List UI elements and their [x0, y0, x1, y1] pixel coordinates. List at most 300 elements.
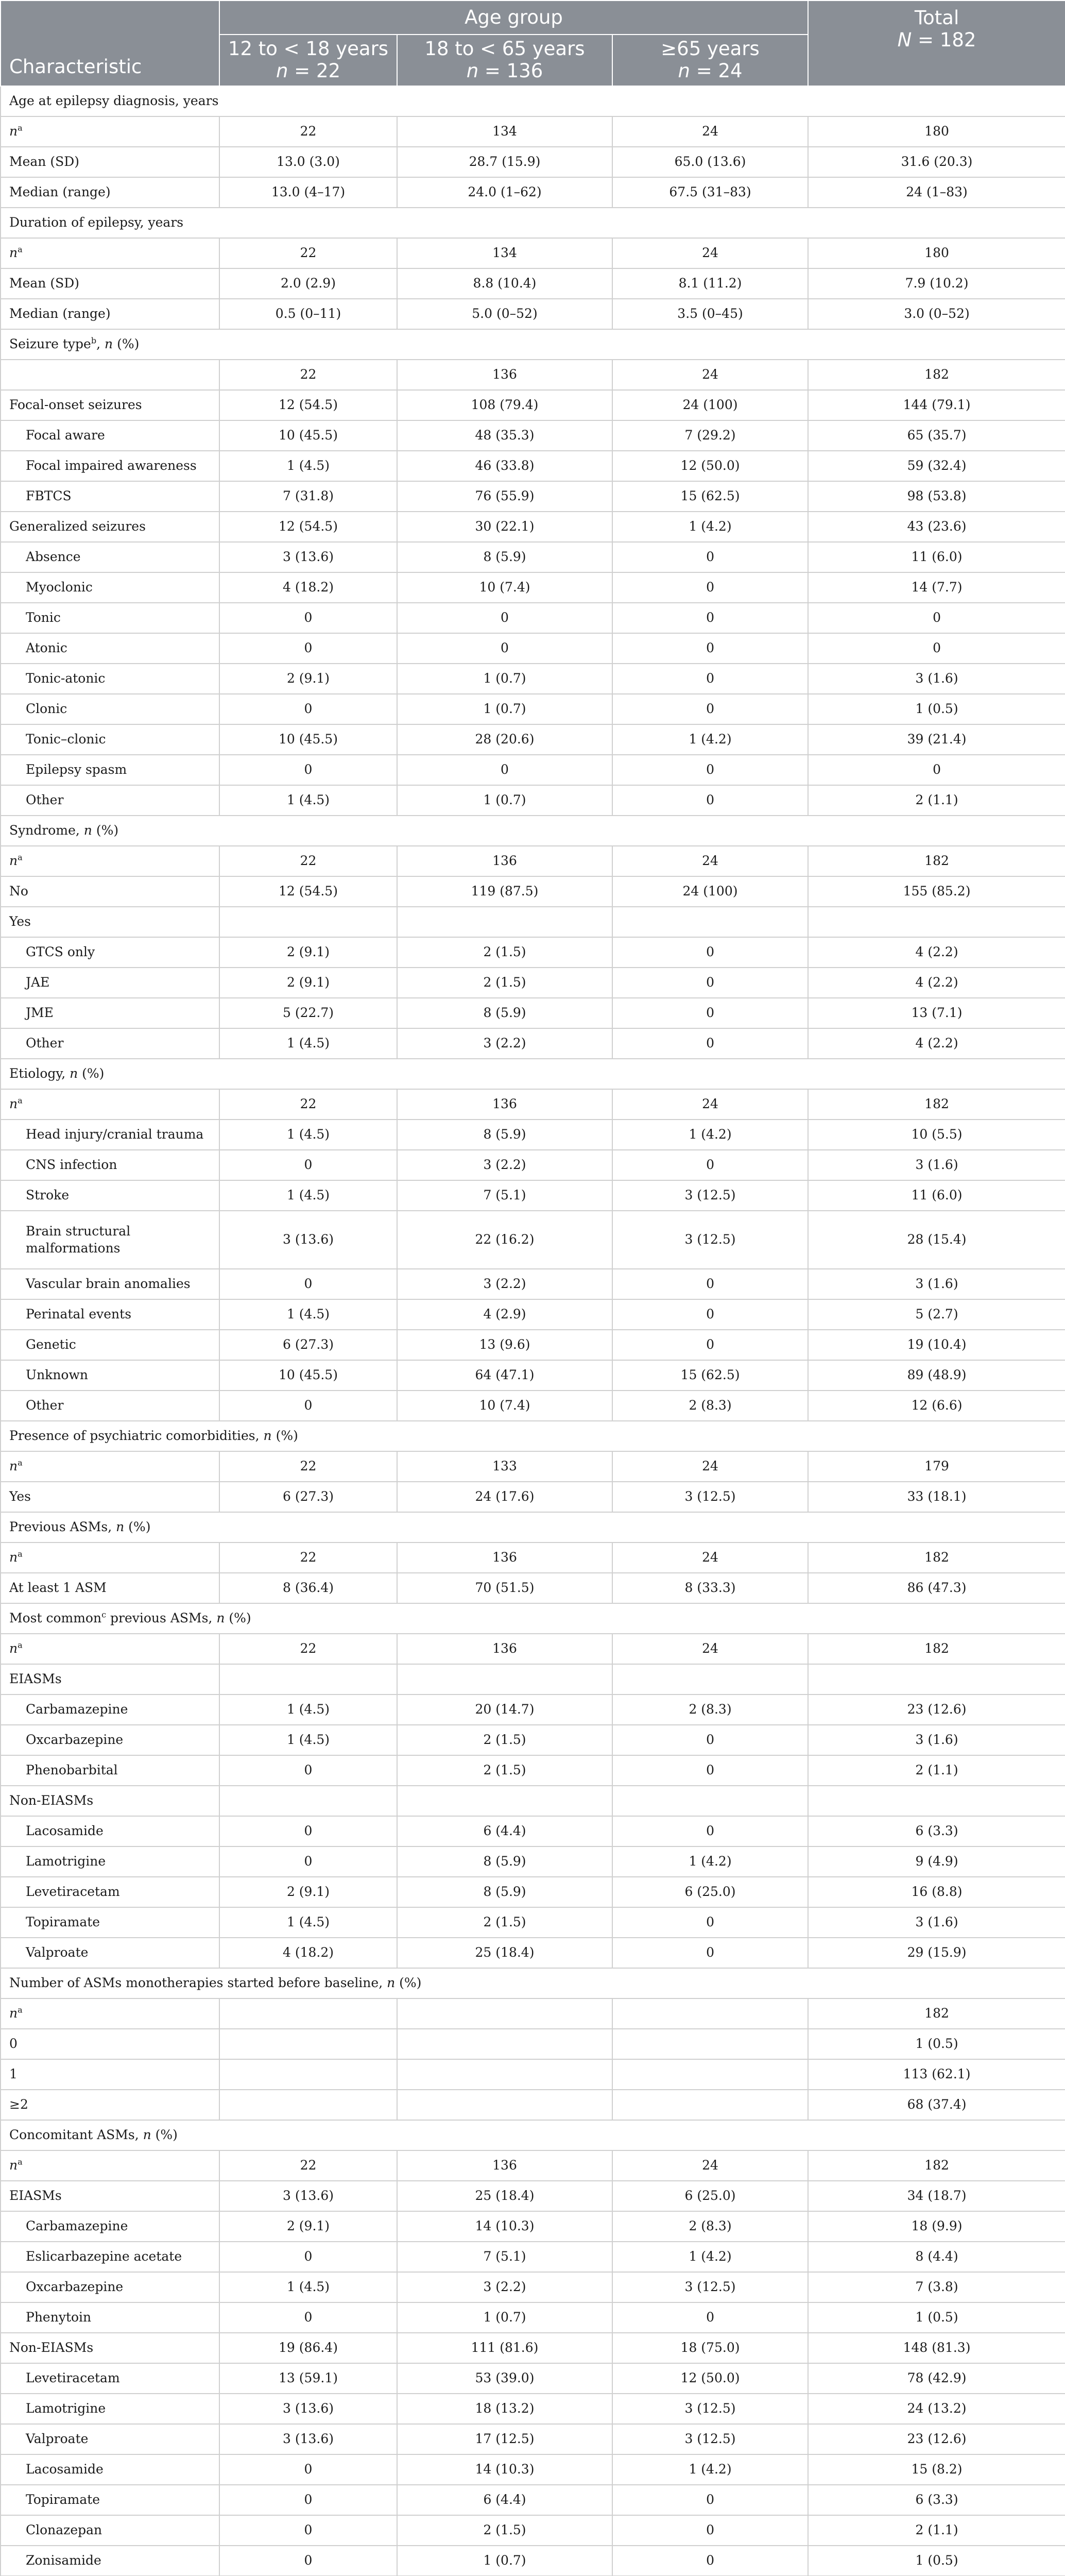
- row-label: Valproate: [1, 1938, 219, 1968]
- cell-65-plus: 3 (12.5): [612, 2394, 808, 2424]
- cell-65-plus: 6 (25.0): [612, 1877, 808, 1907]
- table-row: [1, 299, 1065, 329]
- row-label: $n^a$: [1, 1634, 219, 1664]
- cell-18-65: 64 (47.1): [397, 1360, 612, 1391]
- table-row: [1, 2424, 1065, 2454]
- cell-total: 179: [808, 1451, 1065, 1482]
- table-row: [1, 1269, 1065, 1299]
- cell-total: 3 (1.6): [808, 1269, 1065, 1299]
- cell-65-plus: 24: [612, 1451, 808, 1482]
- cell-18-65: 20 (14.7): [397, 1694, 612, 1725]
- cell-65-plus: [612, 907, 808, 937]
- cell-65-plus: 24: [612, 1089, 808, 1120]
- cell-18-65: [397, 2090, 612, 2120]
- cell-12-18: 22: [219, 116, 397, 147]
- header-col-18-65-n: n = 136: [466, 60, 543, 82]
- row-label: Carbamazepine: [1, 2211, 219, 2242]
- cell-18-65: 46 (33.8): [397, 451, 612, 481]
- row-label: Unknown: [1, 1360, 219, 1391]
- table-row: [1, 755, 1065, 785]
- cell-18-65: 3 (2.2): [397, 1150, 612, 1180]
- cell-65-plus: 0: [612, 1330, 808, 1360]
- cell-12-18: [219, 1998, 397, 2029]
- table-row: [1, 542, 1065, 572]
- cell-12-18: 1 (4.5): [219, 1120, 397, 1150]
- cell-65-plus: 8.1 (11.2): [612, 268, 808, 299]
- table-row: [1, 2302, 1065, 2333]
- cell-12-18: 10 (45.5): [219, 1360, 397, 1391]
- cell-total: 23 (12.6): [808, 1694, 1065, 1725]
- cell-18-65: [397, 907, 612, 937]
- cell-12-18: 6 (27.3): [219, 1482, 397, 1512]
- row-label: Head injury/cranial trauma: [1, 1120, 219, 1150]
- row-label: $n^a$: [1, 116, 219, 147]
- cell-12-18: 0: [219, 1816, 397, 1846]
- cell-65-plus: 0: [612, 785, 808, 816]
- cell-12-18: 6 (27.3): [219, 1330, 397, 1360]
- table-row: [1, 1816, 1065, 1846]
- cell-18-65: 8 (5.9): [397, 542, 612, 572]
- cell-total: 182: [808, 846, 1065, 876]
- cell-12-18: 0: [219, 633, 397, 664]
- cell-total: 2 (1.1): [808, 1755, 1065, 1786]
- header-col-12-18: [219, 35, 397, 86]
- cell-total: 182: [808, 1634, 1065, 1664]
- cell-12-18: 2 (9.1): [219, 968, 397, 998]
- cell-18-65: 17 (12.5): [397, 2424, 612, 2454]
- table-row: [1, 1360, 1065, 1391]
- header-col-18-65: [397, 35, 612, 86]
- cell-65-plus: 67.5 (31–83): [612, 177, 808, 208]
- row-label: 0: [1, 2029, 219, 2059]
- row-label: Tonic: [1, 603, 219, 633]
- cell-total: 4 (2.2): [808, 1028, 1065, 1059]
- cell-12-18: 1 (4.5): [219, 451, 397, 481]
- cell-65-plus: 0: [612, 1907, 808, 1938]
- row-label: $n^a$: [1, 238, 219, 268]
- section-label: Duration of epilepsy, years: [1, 208, 1065, 238]
- section-label: Syndrome, n (%): [1, 816, 1065, 846]
- cell-12-18: 0: [219, 1846, 397, 1877]
- cell-18-65: [397, 1664, 612, 1694]
- cell-18-65: 13 (9.6): [397, 1330, 612, 1360]
- row-label: FBTCS: [1, 481, 219, 512]
- cell-12-18: 22: [219, 238, 397, 268]
- cell-18-65: 25 (18.4): [397, 2181, 612, 2211]
- cell-18-65: 70 (51.5): [397, 1573, 612, 1603]
- section-row: [1, 1059, 1065, 1089]
- cell-12-18: 3 (13.6): [219, 2181, 397, 2211]
- row-label: Topiramate: [1, 1907, 219, 1938]
- cell-65-plus: 1 (4.2): [612, 1846, 808, 1877]
- row-label: Mean (SD): [1, 147, 219, 177]
- cell-65-plus: 24: [612, 238, 808, 268]
- table-row: [1, 785, 1065, 816]
- cell-total: 0: [808, 633, 1065, 664]
- section-label: Age at epilepsy diagnosis, years: [1, 86, 1065, 116]
- row-label: $n^a$: [1, 1543, 219, 1573]
- row-label: [1, 360, 219, 390]
- table-row: [1, 603, 1065, 633]
- cell-65-plus: 18 (75.0): [612, 2333, 808, 2363]
- row-label: 1: [1, 2059, 219, 2090]
- row-label: $n^a$: [1, 846, 219, 876]
- cell-12-18: 13.0 (3.0): [219, 147, 397, 177]
- cell-65-plus: 0: [612, 2546, 808, 2576]
- cell-18-65: 3 (2.2): [397, 2272, 612, 2302]
- row-label: $n^a$: [1, 1451, 219, 1482]
- cell-18-65: 136: [397, 1634, 612, 1664]
- cell-12-18: 1 (4.5): [219, 1180, 397, 1211]
- cell-12-18: 22: [219, 1543, 397, 1573]
- cell-65-plus: 24: [612, 116, 808, 147]
- cell-12-18: 12 (54.5): [219, 390, 397, 420]
- cell-65-plus: 0: [612, 1938, 808, 1968]
- section-row: [1, 1421, 1065, 1451]
- cell-18-65: 7 (5.1): [397, 1180, 612, 1211]
- cell-65-plus: 24: [612, 1543, 808, 1573]
- row-label: Focal-onset seizures: [1, 390, 219, 420]
- cell-18-65: 7 (5.1): [397, 2242, 612, 2272]
- row-label: Lacosamide: [1, 1816, 219, 1846]
- cell-12-18: 0: [219, 755, 397, 785]
- cell-12-18: [219, 2029, 397, 2059]
- table-row: [1, 1180, 1065, 1211]
- cell-12-18: 22: [219, 846, 397, 876]
- row-label: No: [1, 876, 219, 907]
- cell-total: 24 (1–83): [808, 177, 1065, 208]
- table-row: [1, 1786, 1065, 1816]
- header-age-group: Age group: [219, 1, 808, 35]
- cell-12-18: 22: [219, 2150, 397, 2181]
- cell-12-18: 0: [219, 1150, 397, 1180]
- table-row: [1, 2333, 1065, 2363]
- cell-18-65: 136: [397, 360, 612, 390]
- cell-18-65: 14 (10.3): [397, 2454, 612, 2485]
- cell-12-18: [219, 907, 397, 937]
- cell-18-65: [397, 2029, 612, 2059]
- cell-65-plus: 65.0 (13.6): [612, 147, 808, 177]
- table-row: [1, 2546, 1065, 2576]
- cell-total: 113 (62.1): [808, 2059, 1065, 2090]
- cell-total: 4 (2.2): [808, 937, 1065, 968]
- cell-18-65: 1 (0.7): [397, 2546, 612, 2576]
- cell-total: 6 (3.3): [808, 2485, 1065, 2515]
- row-label: Other: [1, 785, 219, 816]
- cell-65-plus: 0: [612, 937, 808, 968]
- cell-total: 6 (3.3): [808, 1816, 1065, 1846]
- cell-18-65: 5.0 (0–52): [397, 299, 612, 329]
- cell-total: 1 (0.5): [808, 694, 1065, 724]
- table-row: [1, 846, 1065, 876]
- cell-total: 3 (1.6): [808, 1725, 1065, 1755]
- cell-18-65: 18 (13.2): [397, 2394, 612, 2424]
- cell-65-plus: 0: [612, 633, 808, 664]
- row-label: Tonic–clonic: [1, 724, 219, 755]
- table-row: [1, 2515, 1065, 2546]
- cell-65-plus: 0: [612, 603, 808, 633]
- section-row: [1, 208, 1065, 238]
- cell-12-18: [219, 1664, 397, 1694]
- row-label: JME: [1, 998, 219, 1028]
- section-label: Previous ASMs, n (%): [1, 1512, 1065, 1543]
- row-label: GTCS only: [1, 937, 219, 968]
- cell-total: 28 (15.4): [808, 1211, 1065, 1269]
- cell-65-plus: 0: [612, 542, 808, 572]
- cell-12-18: 3 (13.6): [219, 2394, 397, 2424]
- cell-total: 29 (15.9): [808, 1938, 1065, 1968]
- cell-total: 39 (21.4): [808, 724, 1065, 755]
- cell-18-65: 134: [397, 238, 612, 268]
- cell-18-65: 8 (5.9): [397, 1846, 612, 1877]
- cell-65-plus: 1 (4.2): [612, 2454, 808, 2485]
- table-body: [1, 86, 1065, 2576]
- section-row: [1, 2120, 1065, 2150]
- cell-12-18: 0: [219, 2546, 397, 2576]
- cell-total: 7 (3.8): [808, 2272, 1065, 2302]
- cell-12-18: 0: [219, 603, 397, 633]
- header-col-12-18-range: 12 to < 18 years: [228, 38, 389, 60]
- cell-total: 144 (79.1): [808, 390, 1065, 420]
- cell-12-18: 1 (4.5): [219, 1028, 397, 1059]
- row-label: Zonisamide: [1, 2546, 219, 2576]
- cell-12-18: 1 (4.5): [219, 2272, 397, 2302]
- table-row: [1, 1694, 1065, 1725]
- cell-total: 182: [808, 1089, 1065, 1120]
- row-label: Levetiracetam: [1, 1877, 219, 1907]
- cell-65-plus: 3 (12.5): [612, 1180, 808, 1211]
- table-row: [1, 1846, 1065, 1877]
- table-row: [1, 1907, 1065, 1938]
- table-row: [1, 1482, 1065, 1512]
- cell-65-plus: 0: [612, 2515, 808, 2546]
- cell-12-18: 1 (4.5): [219, 1907, 397, 1938]
- cell-18-65: 76 (55.9): [397, 481, 612, 512]
- table-row: [1, 177, 1065, 208]
- cell-total: 1 (0.5): [808, 2029, 1065, 2059]
- table-row: [1, 998, 1065, 1028]
- cell-65-plus: [612, 1786, 808, 1816]
- table-row: [1, 1634, 1065, 1664]
- cell-18-65: 136: [397, 2150, 612, 2181]
- section-row: [1, 816, 1065, 846]
- table-row: [1, 420, 1065, 451]
- table-row: [1, 1755, 1065, 1786]
- cell-total: 1 (0.5): [808, 2302, 1065, 2333]
- cell-total: 0: [808, 603, 1065, 633]
- cell-18-65: 1 (0.7): [397, 694, 612, 724]
- cell-65-plus: 0: [612, 664, 808, 694]
- cell-12-18: 13 (59.1): [219, 2363, 397, 2394]
- table-row: [1, 1330, 1065, 1360]
- row-label: Clonic: [1, 694, 219, 724]
- cell-12-18: 3 (13.6): [219, 542, 397, 572]
- cell-12-18: 0: [219, 694, 397, 724]
- header-total-label: Total: [914, 7, 959, 29]
- row-label: Median (range): [1, 299, 219, 329]
- cell-total: 11 (6.0): [808, 542, 1065, 572]
- cell-12-18: 0: [219, 1755, 397, 1786]
- row-label: Non-EIASMs: [1, 2333, 219, 2363]
- cell-65-plus: 24 (100): [612, 876, 808, 907]
- cell-total: 65 (35.7): [808, 420, 1065, 451]
- cell-total: 34 (18.7): [808, 2181, 1065, 2211]
- cell-65-plus: 0: [612, 1755, 808, 1786]
- cell-65-plus: 2 (8.3): [612, 2211, 808, 2242]
- row-label: Topiramate: [1, 2485, 219, 2515]
- cell-12-18: [219, 2090, 397, 2120]
- cell-65-plus: 15 (62.5): [612, 481, 808, 512]
- cell-total: [808, 1664, 1065, 1694]
- cell-total: 3 (1.6): [808, 1150, 1065, 1180]
- cell-12-18: 0: [219, 2302, 397, 2333]
- cell-18-65: 24.0 (1–62): [397, 177, 612, 208]
- cell-12-18: 4 (18.2): [219, 572, 397, 603]
- row-label: $n^a$: [1, 1089, 219, 1120]
- table-row: [1, 1211, 1065, 1269]
- cell-18-65: [397, 2059, 612, 2090]
- cell-12-18: 22: [219, 360, 397, 390]
- section-label: Seizure type$^b$, n (%): [1, 329, 1065, 360]
- row-label: $n^a$: [1, 1998, 219, 2029]
- cell-18-65: 119 (87.5): [397, 876, 612, 907]
- cell-total: 11 (6.0): [808, 1180, 1065, 1211]
- header-total: [808, 1, 1065, 86]
- cell-65-plus: 0: [612, 998, 808, 1028]
- cell-65-plus: 0: [612, 1725, 808, 1755]
- cell-total: 182: [808, 360, 1065, 390]
- cell-12-18: 12 (54.5): [219, 512, 397, 542]
- table-row: [1, 2272, 1065, 2302]
- table-row: [1, 2090, 1065, 2120]
- cell-65-plus: 12 (50.0): [612, 451, 808, 481]
- table-row: [1, 1391, 1065, 1421]
- cell-12-18: 1 (4.5): [219, 1694, 397, 1725]
- table-row: [1, 633, 1065, 664]
- cell-18-65: 2 (1.5): [397, 937, 612, 968]
- cell-total: 3.0 (0–52): [808, 299, 1065, 329]
- cell-12-18: 13.0 (4–17): [219, 177, 397, 208]
- row-label: Oxcarbazepine: [1, 1725, 219, 1755]
- row-label: Tonic-atonic: [1, 664, 219, 694]
- cell-12-18: 22: [219, 1451, 397, 1482]
- cell-12-18: 5 (22.7): [219, 998, 397, 1028]
- cell-total: 4 (2.2): [808, 968, 1065, 998]
- cell-total: [808, 907, 1065, 937]
- row-label: Myoclonic: [1, 572, 219, 603]
- cell-total: 148 (81.3): [808, 2333, 1065, 2363]
- cell-65-plus: 12 (50.0): [612, 2363, 808, 2394]
- cell-12-18: 3 (13.6): [219, 1211, 397, 1269]
- cell-12-18: 1 (4.5): [219, 1725, 397, 1755]
- cell-65-plus: 24: [612, 846, 808, 876]
- row-label: Genetic: [1, 1330, 219, 1360]
- table-row: [1, 1725, 1065, 1755]
- cell-65-plus: [612, 2090, 808, 2120]
- header-col-12-18-n: n = 22: [276, 60, 341, 82]
- header-col-65-plus-range: ≥65 years: [661, 38, 760, 60]
- cell-18-65: 48 (35.3): [397, 420, 612, 451]
- cell-18-65: 53 (39.0): [397, 2363, 612, 2394]
- section-label: Concomitant ASMs, n (%): [1, 2120, 1065, 2150]
- table-row: [1, 1299, 1065, 1330]
- cell-65-plus: 24 (100): [612, 390, 808, 420]
- cell-65-plus: 24: [612, 2150, 808, 2181]
- cell-total: 12 (6.6): [808, 1391, 1065, 1421]
- cell-65-plus: 2 (8.3): [612, 1694, 808, 1725]
- table-row: [1, 2059, 1065, 2090]
- table-row: [1, 268, 1065, 299]
- cell-12-18: 12 (54.5): [219, 876, 397, 907]
- table-row: [1, 1938, 1065, 1968]
- cell-18-65: 111 (81.6): [397, 2333, 612, 2363]
- cell-65-plus: 1 (4.2): [612, 512, 808, 542]
- cell-total: 98 (53.8): [808, 481, 1065, 512]
- header-col-65-plus-n: n = 24: [678, 60, 743, 82]
- table-row: [1, 664, 1065, 694]
- cell-12-18: 2 (9.1): [219, 1877, 397, 1907]
- cell-65-plus: 0: [612, 572, 808, 603]
- cell-total: 43 (23.6): [808, 512, 1065, 542]
- cell-65-plus: 1 (4.2): [612, 724, 808, 755]
- row-label: Yes: [1, 1482, 219, 1512]
- cell-total: 2 (1.1): [808, 2515, 1065, 2546]
- table-row: [1, 876, 1065, 907]
- cell-18-65: 134: [397, 116, 612, 147]
- cell-65-plus: 24: [612, 360, 808, 390]
- row-label: Lamotrigine: [1, 1846, 219, 1877]
- cell-65-plus: 0: [612, 694, 808, 724]
- section-label: Presence of psychiatric comorbidities, n (%): [1, 1421, 1065, 1451]
- cell-12-18: 10 (45.5): [219, 420, 397, 451]
- cell-12-18: 1 (4.5): [219, 785, 397, 816]
- row-label: Levetiracetam: [1, 2363, 219, 2394]
- cell-18-65: 136: [397, 846, 612, 876]
- cell-total: 182: [808, 2150, 1065, 2181]
- cell-total: 14 (7.7): [808, 572, 1065, 603]
- cell-12-18: 22: [219, 1634, 397, 1664]
- cell-18-65: [397, 1998, 612, 2029]
- cell-18-65: 3 (2.2): [397, 1028, 612, 1059]
- row-label: EIASMs: [1, 2181, 219, 2211]
- cell-18-65: 1 (0.7): [397, 2302, 612, 2333]
- cell-12-18: 0: [219, 1269, 397, 1299]
- row-label: Focal impaired awareness: [1, 451, 219, 481]
- table-row: [1, 2029, 1065, 2059]
- cell-total: 10 (5.5): [808, 1120, 1065, 1150]
- row-label: Brain structural malformations: [1, 1211, 219, 1269]
- cell-18-65: 6 (4.4): [397, 1816, 612, 1846]
- row-label: Median (range): [1, 177, 219, 208]
- section-row: [1, 329, 1065, 360]
- cell-total: 180: [808, 238, 1065, 268]
- header-characteristic: Characteristic: [1, 1, 219, 86]
- cell-total: 13 (7.1): [808, 998, 1065, 1028]
- cell-total: 182: [808, 1543, 1065, 1573]
- cell-12-18: 0: [219, 2485, 397, 2515]
- table-row: [1, 724, 1065, 755]
- section-label: Number of ASMs monotherapies started before baseline, n (%): [1, 1968, 1065, 1998]
- section-row: [1, 86, 1065, 116]
- table-row: [1, 451, 1065, 481]
- cell-65-plus: 0: [612, 755, 808, 785]
- cell-total: 3 (1.6): [808, 1907, 1065, 1938]
- cell-12-18: 0: [219, 2454, 397, 2485]
- table-row: [1, 1543, 1065, 1573]
- table-row: [1, 360, 1065, 390]
- cell-18-65: 2 (1.5): [397, 2515, 612, 2546]
- cell-total: 18 (9.9): [808, 2211, 1065, 2242]
